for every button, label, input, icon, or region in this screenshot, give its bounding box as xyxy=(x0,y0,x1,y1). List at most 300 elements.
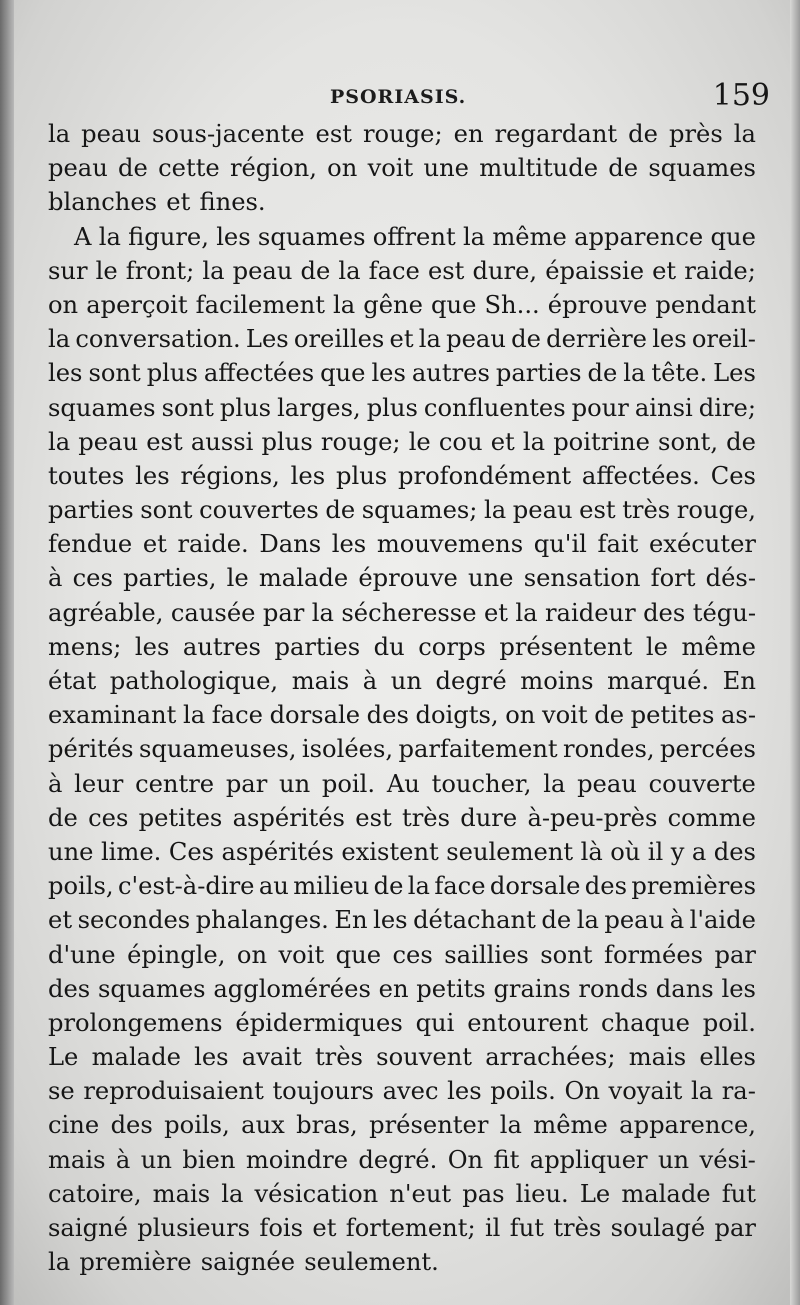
text-word: aussi xyxy=(190,427,254,456)
text-line xyxy=(48,938,756,972)
text-word: la xyxy=(733,120,756,148)
text-word: sont, xyxy=(658,427,719,456)
running-head: PSORIASIS. xyxy=(330,86,467,108)
text-word: un xyxy=(279,769,311,798)
binding-shadow xyxy=(0,0,14,1305)
text-word: sur xyxy=(48,256,88,285)
text-word: Le xyxy=(579,1179,611,1208)
text-word: rondes, xyxy=(563,735,655,764)
text-word: la xyxy=(338,256,361,285)
text-word: offrent xyxy=(372,222,456,251)
text-word: aspérités xyxy=(232,803,345,832)
text-word: éprouve xyxy=(358,564,458,593)
text-word: sécheresse xyxy=(341,598,477,627)
text-word: Ces xyxy=(710,461,756,490)
text-word: un xyxy=(390,667,422,695)
text-word: En xyxy=(334,906,368,935)
text-word: état xyxy=(48,667,97,695)
text-word: à xyxy=(48,769,63,798)
text-word: et xyxy=(652,256,677,285)
text-word: petites xyxy=(630,701,715,730)
text-word: de xyxy=(726,427,756,456)
text-word: la xyxy=(543,769,566,798)
text-word: près xyxy=(668,120,723,148)
text-word: raide; xyxy=(684,256,756,285)
text-word: cou xyxy=(438,427,483,456)
text-word: la xyxy=(48,1248,71,1277)
text-word: A xyxy=(74,222,92,251)
text-word: des xyxy=(48,974,91,1003)
text-word: peau xyxy=(232,256,293,285)
text-word: squames xyxy=(648,154,756,183)
text-word: poil. xyxy=(702,1008,756,1037)
text-word: face xyxy=(434,872,486,901)
text-word: parties, xyxy=(123,564,217,593)
text-word: Les xyxy=(713,359,756,388)
text-word: de xyxy=(48,803,78,832)
text-word: saignée xyxy=(200,1248,296,1277)
text-word: entourent xyxy=(467,1008,589,1037)
text-word: la xyxy=(690,1077,714,1106)
text-word: soulagé xyxy=(610,1214,706,1242)
text-word: première xyxy=(79,1248,192,1277)
text-word: poils, xyxy=(164,1111,230,1140)
text-word: Dans xyxy=(259,530,322,559)
text-word: lime. xyxy=(100,837,162,866)
text-word: front; xyxy=(125,256,195,285)
text-word: oreilles xyxy=(293,325,385,354)
text-word: En xyxy=(722,667,756,695)
text-word: la xyxy=(515,598,538,627)
text-word: de xyxy=(587,359,618,388)
text-word: d'une xyxy=(48,940,116,969)
text-line xyxy=(48,801,756,835)
text-word: toucher, xyxy=(431,769,532,798)
text-word: épingle, xyxy=(127,940,226,969)
text-line xyxy=(48,527,756,561)
text-word: cette xyxy=(158,154,220,183)
text-word: appliquer xyxy=(529,1145,648,1174)
text-word: exécuter xyxy=(648,530,756,559)
text-word: par xyxy=(714,1214,756,1242)
text-word: mouvemens xyxy=(376,530,524,559)
text-word: la xyxy=(623,359,646,388)
text-word: la xyxy=(311,598,334,627)
text-word: raide. xyxy=(177,530,249,559)
text-word: malade xyxy=(621,1179,711,1208)
text-word: présenter xyxy=(369,1111,489,1140)
text-word: toutes xyxy=(48,461,125,490)
text-word: squameuses, xyxy=(138,735,297,764)
text-word: régions, xyxy=(180,461,280,490)
text-word: un xyxy=(140,1145,172,1174)
text-word: milieu xyxy=(293,872,370,901)
text-word: la xyxy=(484,496,507,525)
text-word: aperçoit xyxy=(86,290,188,319)
text-word: sont xyxy=(161,393,214,422)
text-line xyxy=(48,1245,756,1279)
text-word: saigné xyxy=(48,1214,128,1242)
text-word: seulement. xyxy=(304,1248,439,1277)
text-word: des xyxy=(110,1111,153,1140)
text-line xyxy=(48,151,756,185)
text-word: les xyxy=(371,359,406,388)
text-word: poils, xyxy=(48,872,114,901)
text-word: lieu. xyxy=(515,1179,569,1208)
text-word: les xyxy=(194,1043,229,1072)
text-line xyxy=(48,732,756,766)
text-word: figure, xyxy=(128,222,209,251)
text-word: à xyxy=(362,667,378,695)
text-word: ronds xyxy=(578,974,649,1003)
text-word: pendant xyxy=(655,290,756,319)
text-line xyxy=(48,698,756,732)
text-word: n'eut xyxy=(389,1179,452,1208)
text-word: vésication xyxy=(254,1179,379,1208)
text-word: parties xyxy=(274,632,361,661)
text-word: fortement; xyxy=(345,1214,476,1242)
text-word: la xyxy=(333,290,356,319)
text-word: plusieurs xyxy=(137,1214,251,1242)
text-word: où xyxy=(610,837,641,866)
text-line xyxy=(48,425,756,459)
text-word: de xyxy=(608,154,639,183)
text-word: comme xyxy=(667,803,756,832)
text-word: sont xyxy=(140,496,193,525)
text-word: la xyxy=(462,222,486,251)
text-word: squames xyxy=(48,393,156,422)
text-word: la xyxy=(576,906,599,935)
text-word: fit xyxy=(493,1145,520,1174)
text-line xyxy=(48,1211,756,1245)
text-word: blanches xyxy=(48,188,158,217)
text-line xyxy=(48,835,756,869)
text-word: se xyxy=(48,1077,75,1106)
text-word: petits xyxy=(416,974,486,1003)
text-line xyxy=(48,767,756,801)
text-word: fort xyxy=(650,564,696,593)
text-line xyxy=(48,356,756,390)
text-word: la xyxy=(522,427,546,456)
text-word: aux xyxy=(241,1111,285,1140)
text-word: plus xyxy=(366,393,418,422)
text-word: une xyxy=(423,154,469,183)
text-word: mais xyxy=(48,1145,106,1174)
text-word: et xyxy=(483,598,508,627)
text-word: sensation xyxy=(523,564,641,593)
text-word: qu'il xyxy=(533,530,587,559)
text-word: et xyxy=(389,325,414,354)
text-word: Les xyxy=(245,325,289,354)
text-word: squames xyxy=(257,222,366,251)
text-word: la xyxy=(407,872,430,901)
text-word: la xyxy=(418,325,441,354)
text-word: pathologique, xyxy=(109,667,279,695)
text-word: et xyxy=(490,427,515,456)
text-word: là xyxy=(580,837,603,866)
text-word: y xyxy=(670,837,685,866)
text-line xyxy=(48,561,756,595)
text-line xyxy=(48,288,756,322)
page-edge xyxy=(790,0,800,1305)
text-word: malade xyxy=(258,564,349,593)
page-header xyxy=(48,78,770,112)
text-line xyxy=(48,322,756,356)
text-word: tête. xyxy=(651,359,708,388)
text-word: avec xyxy=(382,1077,439,1106)
text-word: corps xyxy=(418,632,486,661)
text-word: dure xyxy=(460,803,518,832)
text-word: malade xyxy=(91,1043,181,1072)
text-word: degré. xyxy=(358,1145,438,1174)
text-word: oreil- xyxy=(691,325,756,354)
text-word: causée xyxy=(170,598,256,627)
text-word: une xyxy=(468,564,514,593)
text-word: en xyxy=(453,120,484,148)
text-word: la xyxy=(499,1111,522,1140)
text-word: des xyxy=(366,701,409,730)
text-word: conversation. xyxy=(75,325,241,354)
text-word: aspérités xyxy=(221,837,334,866)
text-word: très xyxy=(553,1214,602,1242)
text-word: peau xyxy=(512,496,573,525)
text-word: autres xyxy=(182,632,261,661)
text-word: mais xyxy=(628,1043,687,1072)
text-word: arrachées; xyxy=(485,1043,616,1072)
text-word: mens; xyxy=(48,632,122,661)
text-word: souvent xyxy=(376,1043,473,1072)
text-word: la xyxy=(182,701,206,730)
text-line xyxy=(48,903,756,937)
text-word: est xyxy=(355,803,392,832)
text-word: la xyxy=(221,1179,244,1208)
text-word: agglomérées xyxy=(213,974,371,1003)
text-word: bien xyxy=(182,1145,236,1174)
text-word: multitude xyxy=(479,154,599,183)
text-word: la xyxy=(202,256,225,285)
text-word: peau xyxy=(78,427,139,456)
text-word: centre xyxy=(135,769,215,798)
text-word: de xyxy=(511,325,541,354)
text-word: les xyxy=(331,530,367,559)
text-word: as- xyxy=(720,701,756,730)
text-word: à xyxy=(115,1145,131,1174)
text-word: Au xyxy=(386,769,420,798)
text-word: par xyxy=(714,940,756,969)
text-word: voit xyxy=(367,154,414,183)
text-word: les xyxy=(134,632,170,661)
text-word: autres xyxy=(411,359,490,388)
text-word: que xyxy=(335,940,382,969)
text-word: même xyxy=(492,222,567,251)
text-word: profondément xyxy=(398,461,572,490)
text-line xyxy=(48,1108,756,1142)
text-line xyxy=(48,596,756,630)
text-word: que xyxy=(431,290,477,319)
text-word: pérités xyxy=(48,735,134,764)
text-word: moins xyxy=(520,667,594,695)
text-word: fois xyxy=(259,1214,304,1242)
text-word: les xyxy=(652,325,687,354)
text-word: de xyxy=(373,872,404,901)
text-word: il xyxy=(647,837,664,866)
text-word: moindre xyxy=(245,1145,349,1174)
text-word: face xyxy=(211,701,263,730)
text-word: leur xyxy=(74,769,124,798)
text-word: mais xyxy=(291,667,350,695)
text-word: très xyxy=(622,496,671,525)
text-word: au xyxy=(258,872,289,901)
text-line xyxy=(48,1040,756,1074)
text-word: poils. xyxy=(490,1077,556,1106)
text-word: rouge; xyxy=(363,120,443,148)
text-word: percées xyxy=(660,735,756,764)
text-word: à xyxy=(48,564,63,593)
text-word: rouge, xyxy=(676,496,756,525)
text-word: et xyxy=(312,1214,337,1242)
text-word: parfaitement xyxy=(398,735,558,764)
text-word: avait xyxy=(241,1043,302,1072)
text-word: est xyxy=(579,496,616,525)
text-word: rouge; xyxy=(320,427,401,456)
text-word: en xyxy=(378,974,409,1003)
text-word: le xyxy=(226,564,249,593)
text-word: elles xyxy=(699,1043,756,1072)
text-word: les xyxy=(48,359,83,388)
text-word: peau xyxy=(48,154,108,183)
text-word: pour xyxy=(571,393,629,422)
text-line xyxy=(48,1006,756,1040)
text-line xyxy=(48,664,756,698)
text-word: parties xyxy=(48,496,134,525)
text-word: poil. xyxy=(321,769,376,798)
text-word: épaissie xyxy=(545,256,645,285)
text-word: mais xyxy=(152,1179,211,1208)
text-word: ainsi xyxy=(634,393,693,422)
text-line xyxy=(48,459,756,493)
text-word: dorsale xyxy=(489,872,581,901)
text-word: même xyxy=(533,1111,608,1140)
text-word: affectées xyxy=(203,359,315,388)
text-word: très xyxy=(314,1043,363,1072)
text-word: voyait xyxy=(608,1077,683,1106)
text-word: doigts, xyxy=(415,701,499,730)
text-word: détachant xyxy=(413,906,536,935)
text-word: squames xyxy=(97,974,206,1003)
text-word: un xyxy=(657,1145,690,1174)
text-word: sont xyxy=(88,359,141,388)
text-word: raideur xyxy=(545,598,636,627)
text-word: squames; xyxy=(361,496,478,525)
text-word: présentent xyxy=(499,632,633,661)
text-word: ces xyxy=(392,940,433,969)
text-word: les xyxy=(373,906,408,935)
text-word: par xyxy=(225,769,268,798)
text-word: reproduisaient xyxy=(83,1077,264,1106)
text-word: est xyxy=(146,427,183,456)
text-word: le xyxy=(408,427,431,456)
text-word: peau xyxy=(81,120,141,148)
text-word: et xyxy=(166,188,191,217)
text-word: Ces xyxy=(168,837,215,866)
text-word: et xyxy=(142,530,167,559)
text-word: plus xyxy=(335,461,388,490)
text-word: des xyxy=(713,837,756,866)
text-word: il xyxy=(484,1214,501,1242)
text-word: on xyxy=(327,154,358,183)
text-word: derrière xyxy=(546,325,647,354)
text-word: les xyxy=(290,461,326,490)
text-word: plus xyxy=(219,393,272,422)
text-word: dire; xyxy=(698,393,756,422)
text-line xyxy=(48,185,756,219)
text-word: de xyxy=(325,496,356,525)
text-word: phalanges. xyxy=(195,906,329,935)
text-word: des xyxy=(584,872,627,901)
body-text xyxy=(48,117,756,1279)
text-word: on xyxy=(505,701,536,730)
text-word: face xyxy=(368,256,420,285)
text-word: seulement xyxy=(446,837,574,866)
text-word: qui xyxy=(415,1008,455,1037)
text-word: de xyxy=(300,256,331,285)
text-line xyxy=(48,630,756,664)
text-word: fines. xyxy=(199,188,266,217)
text-word: ces xyxy=(72,564,113,593)
text-word: ra- xyxy=(721,1077,756,1106)
text-word: Sh... xyxy=(484,290,540,319)
text-word: prolongemens xyxy=(48,1008,223,1037)
text-word: facilement xyxy=(195,290,325,319)
text-word: a xyxy=(691,837,707,866)
text-word: plus xyxy=(261,427,313,456)
text-word: on xyxy=(48,290,79,319)
text-line xyxy=(48,1177,756,1211)
text-line xyxy=(48,1074,756,1108)
text-word: gêne xyxy=(363,290,423,319)
text-word: on xyxy=(236,940,268,969)
text-word: la xyxy=(48,325,71,354)
text-word: les xyxy=(135,461,170,490)
text-line xyxy=(48,391,756,425)
text-word: dés- xyxy=(705,564,756,593)
text-word: la xyxy=(48,120,71,148)
text-word: de xyxy=(541,906,572,935)
text-word: les xyxy=(447,1077,482,1106)
text-word: voit xyxy=(541,701,588,730)
text-word: vési- xyxy=(699,1145,756,1174)
text-word: On xyxy=(564,1077,600,1106)
text-word: fendue xyxy=(48,530,133,559)
text-word: c'est-à-dire xyxy=(117,872,255,901)
text-line xyxy=(48,1143,756,1177)
text-word: On xyxy=(447,1145,484,1174)
text-word: le xyxy=(95,256,118,285)
text-word: de xyxy=(628,120,658,148)
text-word: sont xyxy=(540,940,593,969)
text-word: fait xyxy=(597,530,639,559)
text-word: la xyxy=(98,222,121,251)
text-line xyxy=(48,220,756,254)
text-word: saillies xyxy=(444,940,529,969)
text-word: épidermiques xyxy=(235,1008,403,1037)
text-word: peau xyxy=(446,325,506,354)
text-word: peau xyxy=(577,769,637,798)
text-word: du xyxy=(373,632,405,661)
text-word: ces xyxy=(88,803,129,832)
text-word: les xyxy=(216,222,251,251)
text-line xyxy=(48,254,756,288)
